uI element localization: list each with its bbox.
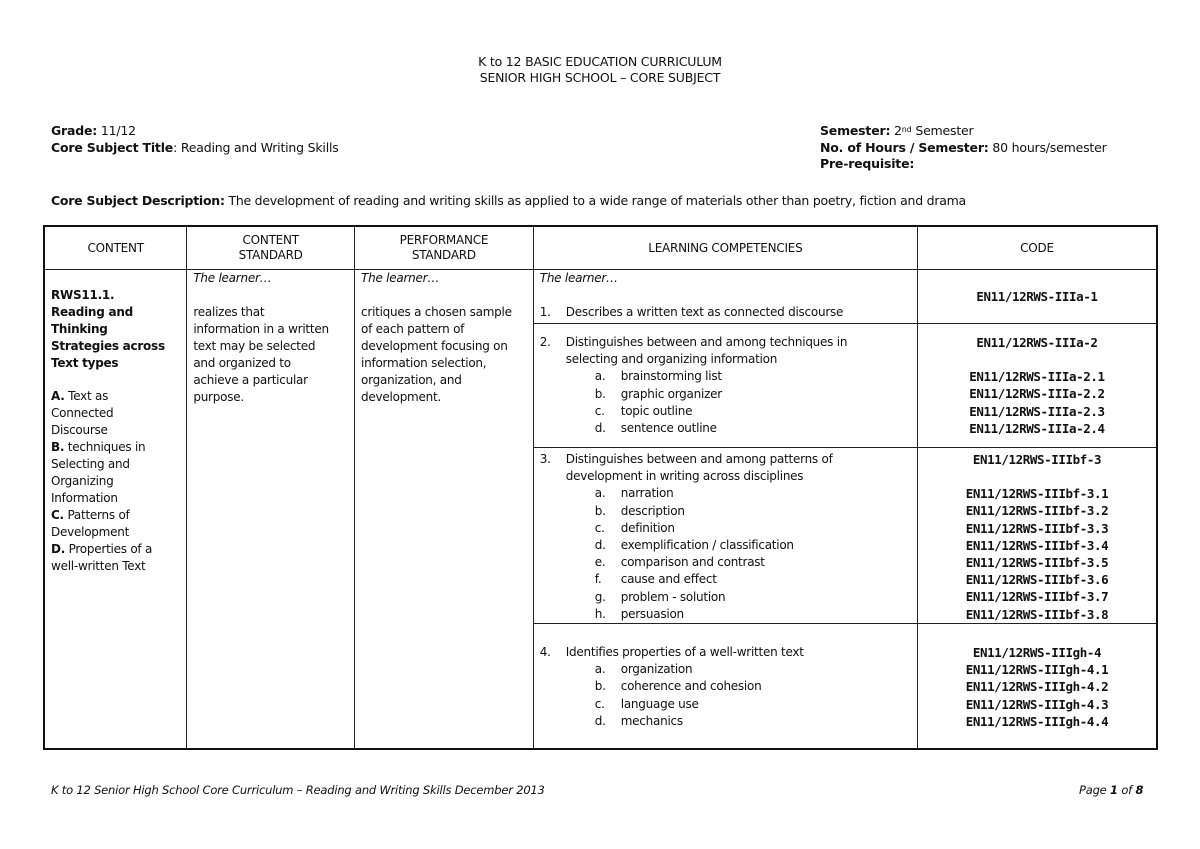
sub-competency bbox=[540, 606, 913, 623]
sub-competency bbox=[540, 503, 913, 520]
sub-letter: a. bbox=[594, 662, 606, 677]
competency-line bbox=[540, 644, 913, 661]
sub-text: organization bbox=[620, 662, 693, 677]
sub-letter: d. bbox=[594, 421, 606, 436]
subject-value: : Reading and Writing Skills bbox=[173, 139, 339, 155]
topic-d bbox=[51, 541, 182, 558]
sub-competency bbox=[540, 420, 913, 437]
sub-code: EN11/12RWS-IIIbf-3.4 bbox=[965, 537, 1109, 553]
competency-number: 4. bbox=[539, 645, 551, 660]
page-total: 8 bbox=[1135, 783, 1144, 797]
sub-text: graphic organizer bbox=[620, 386, 722, 401]
subject-label: Core Subject Title bbox=[51, 139, 174, 155]
page-word: Page bbox=[1079, 783, 1107, 797]
sub-code: EN11/12RWS-IIIbf-3.8 bbox=[965, 606, 1109, 622]
sub-code: EN11/12RWS-IIIa-2.3 bbox=[969, 403, 1105, 419]
sub-code: EN11/12RWS-IIIgh-4.1 bbox=[965, 662, 1109, 678]
competency-number: 3. bbox=[539, 452, 551, 466]
footer-text: K to 12 Senior High School Core Curriculum – Reading and Writing Skills December 2013 bbox=[51, 783, 545, 797]
sub-competency bbox=[540, 661, 913, 678]
competency-code: EN11/12RWS-IIIa-1 bbox=[976, 289, 1098, 304]
semester-sup: nd bbox=[901, 125, 912, 134]
sub-code: EN11/12RWS-IIIgh-4.2 bbox=[965, 679, 1109, 695]
header-code: CODE bbox=[917, 226, 1157, 270]
performance-standard-line: development focusing on bbox=[361, 339, 508, 353]
performance-standard-line: of each pattern of bbox=[361, 322, 465, 336]
header-content-standard-2: STANDARD bbox=[238, 248, 303, 262]
content-standard-line: and organized to bbox=[193, 356, 291, 370]
sub-letter: h. bbox=[594, 606, 606, 621]
topic-letter: C. bbox=[51, 508, 64, 522]
semester-rest: Semester bbox=[915, 123, 974, 138]
competency-code: EN11/12RWS-IIIbf-3 bbox=[972, 452, 1102, 467]
code-1-cell bbox=[917, 270, 1157, 324]
sub-code: EN11/12RWS-IIIgh-4.4 bbox=[965, 713, 1109, 729]
content-standard-line: realizes that bbox=[193, 305, 265, 319]
sub-code: EN11/12RWS-IIIa-2.1 bbox=[969, 369, 1105, 385]
competency-code: EN11/12RWS-IIIgh-4 bbox=[972, 645, 1102, 661]
meta-left bbox=[51, 123, 339, 156]
performance-standard-line: information selection, bbox=[361, 356, 487, 370]
competency-1-cell bbox=[533, 270, 917, 324]
sub-text: persuasion bbox=[620, 606, 684, 621]
sub-competency bbox=[540, 696, 913, 713]
topic-text: Discourse bbox=[51, 423, 108, 437]
sub-text: cause and effect bbox=[620, 572, 717, 587]
sub-competency bbox=[540, 571, 913, 588]
topic-text: Text as bbox=[68, 389, 109, 403]
sub-code: EN11/12RWS-IIIa-2.4 bbox=[969, 420, 1105, 436]
meta-right bbox=[820, 123, 1107, 173]
competency-4-cell bbox=[533, 624, 917, 750]
sub-competency bbox=[540, 537, 913, 554]
content-standard-line: information in a written bbox=[193, 322, 329, 336]
competency-text: Distinguishes between and among techniques in bbox=[565, 335, 848, 349]
document-title: K to 12 BASIC EDUCATION CURRICULUM bbox=[478, 54, 722, 69]
performance-standard-line: development. bbox=[361, 390, 442, 404]
header-learning-competencies: LEARNING COMPETENCIES bbox=[533, 226, 917, 270]
page-number bbox=[1079, 783, 1143, 797]
topic-text: Connected bbox=[51, 406, 114, 420]
topic-letter: D. bbox=[51, 542, 66, 556]
topic-c bbox=[51, 507, 182, 524]
content-standard-line: text may be selected bbox=[193, 339, 316, 353]
topic-text: Development bbox=[51, 525, 130, 539]
competency-text: Describes a written text as connected discourse bbox=[565, 305, 844, 320]
topic-text: Information bbox=[51, 491, 118, 505]
sub-competency bbox=[540, 713, 913, 730]
sub-text: narration bbox=[620, 486, 674, 501]
header-content: CONTENT bbox=[44, 226, 187, 270]
subject-description bbox=[51, 193, 966, 208]
competency-line bbox=[540, 334, 913, 351]
header-performance-standard-2: STANDARD bbox=[411, 248, 476, 262]
content-title-line: Reading and bbox=[51, 305, 133, 319]
sub-letter: a. bbox=[594, 486, 606, 501]
sub-letter: e. bbox=[594, 555, 606, 570]
sub-text: topic outline bbox=[620, 403, 693, 418]
topic-text: Selecting and bbox=[51, 457, 130, 471]
sub-code: EN11/12RWS-IIIbf-3.3 bbox=[965, 520, 1109, 536]
sub-competency bbox=[540, 589, 913, 606]
curriculum-table bbox=[43, 225, 1158, 750]
sub-competency bbox=[540, 678, 913, 695]
sub-letter: c. bbox=[594, 696, 605, 711]
sub-letter: f. bbox=[594, 572, 602, 587]
sub-text: language use bbox=[620, 696, 699, 711]
sub-competency bbox=[540, 554, 913, 571]
competency-number: 1. bbox=[539, 305, 551, 320]
topic-text: techniques in bbox=[67, 440, 146, 454]
topic-text: Organizing bbox=[51, 474, 114, 488]
content-cell bbox=[44, 270, 187, 750]
header-content-standard-1: CONTENT bbox=[242, 233, 299, 247]
sub-code: EN11/12RWS-IIIbf-3.1 bbox=[965, 486, 1109, 502]
sub-code: EN11/12RWS-IIIbf-3.2 bbox=[965, 503, 1109, 519]
topic-letter: B. bbox=[51, 440, 65, 454]
topic-a bbox=[51, 388, 182, 405]
topic-letter: A. bbox=[51, 389, 65, 403]
performance-standard-line: organization, and bbox=[361, 373, 462, 387]
sub-competency bbox=[540, 520, 913, 537]
sub-letter: g. bbox=[594, 589, 606, 604]
grade-label: Grade: bbox=[51, 123, 98, 138]
content-standard-line: achieve a particular bbox=[193, 373, 308, 387]
sub-text: exemplification / classification bbox=[620, 538, 794, 553]
sub-competency bbox=[540, 485, 913, 502]
sub-letter: d. bbox=[594, 713, 606, 728]
document-subtitle: SENIOR HIGH SCHOOL – CORE SUBJECT bbox=[479, 70, 721, 85]
page-current: 1 bbox=[1110, 783, 1118, 797]
of-word: of bbox=[1121, 783, 1132, 797]
content-title-line: Thinking bbox=[51, 322, 108, 336]
competency-number: 2. bbox=[539, 335, 551, 349]
hours-row bbox=[820, 140, 1107, 157]
performance-standard-cell bbox=[355, 270, 534, 750]
sub-text: brainstorming list bbox=[620, 369, 722, 384]
header-performance-standard bbox=[355, 226, 534, 270]
code-2-cell bbox=[917, 324, 1157, 448]
competency-3-cell bbox=[533, 448, 917, 624]
competency-text: Distinguishes between and among patterns of bbox=[565, 452, 833, 466]
sub-text: coherence and cohesion bbox=[620, 679, 762, 694]
sub-text: sentence outline bbox=[620, 421, 717, 436]
sub-letter: c. bbox=[594, 520, 605, 535]
competency-code: EN11/12RWS-IIIa-2 bbox=[976, 335, 1098, 350]
table-row bbox=[44, 270, 1157, 324]
table-header-row bbox=[44, 226, 1157, 270]
competency-text: selecting and organizing information bbox=[565, 352, 778, 367]
description-label: Core Subject Description: bbox=[51, 193, 225, 208]
grade-value: 11/12 bbox=[100, 123, 136, 138]
content-title-line: Strategies across bbox=[51, 339, 165, 353]
sub-letter: a. bbox=[594, 369, 606, 384]
hours-value: 80 hours/semester bbox=[992, 139, 1107, 155]
topic-text: Properties of a bbox=[68, 542, 153, 556]
semester-row bbox=[820, 123, 1107, 140]
code-3-cell bbox=[917, 448, 1157, 624]
competency-line bbox=[540, 304, 913, 321]
content-standard-cell bbox=[187, 270, 355, 750]
content-code: RWS11.1. bbox=[51, 288, 115, 302]
prereq-label: Pre-requisite: bbox=[820, 156, 915, 171]
performance-standard-line: critiques a chosen sample bbox=[361, 305, 512, 319]
header-performance-standard-1: PERFORMANCE bbox=[399, 233, 489, 247]
code-4-cell bbox=[917, 624, 1157, 750]
competency-text: development in writing across disciplines bbox=[565, 469, 804, 484]
description-value: The development of reading and writing skills as applied to a wide range of materials other than poetry, fiction and drama bbox=[228, 193, 966, 208]
semester-num: 2 bbox=[894, 123, 902, 138]
sub-letter: b. bbox=[594, 386, 606, 401]
sub-letter: d. bbox=[594, 538, 606, 553]
sub-text: comparison and contrast bbox=[620, 555, 765, 570]
content-title-line: Text types bbox=[51, 356, 119, 370]
sub-letter: b. bbox=[594, 679, 606, 694]
hours-label: No. of Hours / Semester: bbox=[820, 139, 989, 155]
sub-letter: c. bbox=[594, 403, 605, 418]
competency-line bbox=[540, 451, 913, 468]
sub-code: EN11/12RWS-IIIbf-3.6 bbox=[965, 572, 1109, 588]
sub-competency bbox=[540, 403, 913, 420]
sub-letter: b. bbox=[594, 503, 606, 518]
competency-2-cell bbox=[533, 324, 917, 448]
content-standard-line: purpose. bbox=[193, 390, 244, 404]
sub-competency bbox=[540, 368, 913, 385]
content-standard-intro: The learner… bbox=[193, 271, 272, 285]
grade-row bbox=[51, 123, 339, 140]
sub-code: EN11/12RWS-IIIbf-3.7 bbox=[965, 589, 1109, 605]
sub-code: EN11/12RWS-IIIa-2.2 bbox=[969, 386, 1105, 402]
sub-text: definition bbox=[620, 520, 675, 535]
sub-code: EN11/12RWS-IIIgh-4.3 bbox=[965, 696, 1109, 712]
competency-text: Identifies properties of a well-written text bbox=[565, 645, 804, 660]
subject-row bbox=[51, 140, 339, 157]
sub-text: mechanics bbox=[620, 713, 683, 728]
topic-text: well-written Text bbox=[51, 559, 146, 573]
topic-text: Patterns of bbox=[67, 508, 130, 522]
sub-code: EN11/12RWS-IIIbf-3.5 bbox=[965, 555, 1109, 571]
header-content-standard bbox=[187, 226, 355, 270]
sub-text: description bbox=[620, 503, 685, 518]
sub-competency bbox=[540, 386, 913, 403]
performance-standard-intro: The learner… bbox=[361, 271, 440, 285]
topic-b bbox=[51, 439, 182, 456]
sub-text: problem - solution bbox=[620, 589, 726, 604]
semester-label: Semester: bbox=[820, 123, 891, 138]
competencies-intro: The learner… bbox=[539, 271, 618, 285]
prereq-row bbox=[820, 156, 1107, 173]
